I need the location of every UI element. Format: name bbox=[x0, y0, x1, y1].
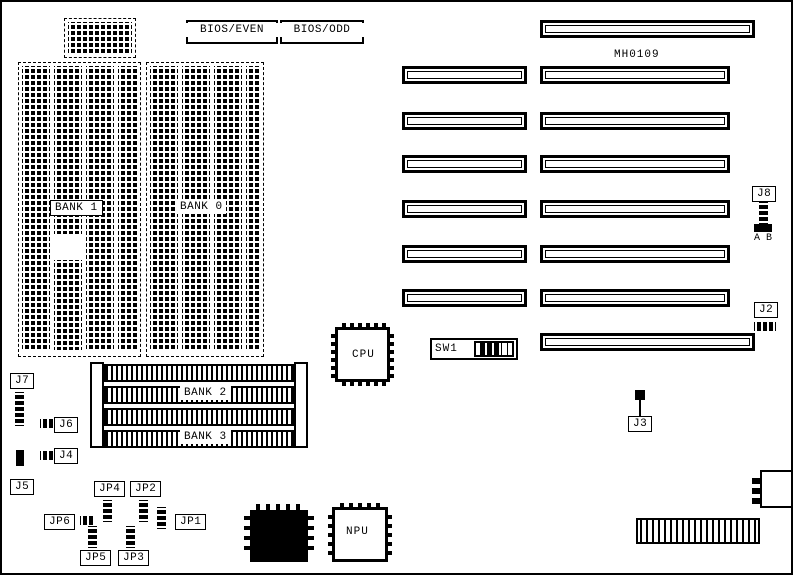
expansion-slot bbox=[540, 333, 755, 351]
jp2-pins[interactable] bbox=[139, 500, 148, 522]
jp3-pins[interactable] bbox=[126, 526, 135, 548]
expansion-slot bbox=[540, 245, 730, 263]
j8-pins[interactable] bbox=[759, 202, 768, 224]
dip-array bbox=[246, 66, 260, 350]
expansion-slot bbox=[540, 66, 730, 84]
jp5-pins[interactable] bbox=[88, 526, 97, 548]
pin-b-label: B bbox=[766, 233, 774, 244]
expansion-slot bbox=[540, 155, 730, 173]
j3-lead bbox=[639, 400, 641, 416]
jp5-label: JP5 bbox=[80, 550, 111, 566]
j6-label: J6 bbox=[54, 417, 78, 433]
dip-array bbox=[118, 66, 138, 350]
keyboard-connector-pin bbox=[752, 478, 761, 484]
cpu-label: CPU bbox=[352, 349, 375, 361]
j2-pins[interactable] bbox=[754, 322, 776, 331]
expansion-slot bbox=[540, 112, 730, 130]
j1-connector[interactable] bbox=[636, 518, 760, 544]
simm-socket-end bbox=[90, 362, 104, 448]
j8-label: J8 bbox=[752, 186, 776, 202]
expansion-slot bbox=[540, 20, 755, 38]
sw1-toggle[interactable] bbox=[501, 342, 508, 356]
sw1-toggle[interactable] bbox=[487, 342, 492, 356]
j7-label: J7 bbox=[10, 373, 34, 389]
npu-label: NPU bbox=[346, 526, 369, 538]
dip-array bbox=[68, 22, 132, 54]
jp6-pins[interactable] bbox=[80, 516, 94, 525]
bank1-label: BANK 1 bbox=[50, 200, 103, 216]
controller-chip bbox=[250, 510, 308, 562]
j3-pins[interactable] bbox=[635, 390, 645, 400]
j5-label: J5 bbox=[10, 479, 34, 495]
dip-array bbox=[150, 66, 178, 350]
simm-socket[interactable] bbox=[104, 408, 294, 426]
jp3-label: JP3 bbox=[118, 550, 149, 566]
j8-marker bbox=[754, 224, 772, 232]
j5-pins[interactable] bbox=[16, 450, 24, 466]
expansion-slot bbox=[402, 155, 527, 173]
j3-label: J3 bbox=[628, 416, 652, 432]
jp1-label: JP1 bbox=[175, 514, 206, 530]
j7-pins[interactable] bbox=[15, 392, 24, 426]
j2-label: J2 bbox=[754, 302, 778, 318]
board-id-text: MH0109 bbox=[614, 49, 660, 61]
controller-chip-pins bbox=[250, 510, 308, 562]
expansion-slot bbox=[402, 200, 527, 218]
simm-socket-end bbox=[294, 362, 308, 448]
expansion-slot bbox=[402, 245, 527, 263]
expansion-slot bbox=[402, 289, 527, 307]
jp4-pins[interactable] bbox=[103, 500, 112, 522]
j4-label: J4 bbox=[54, 448, 78, 464]
expansion-slot bbox=[402, 66, 527, 84]
expansion-slot bbox=[540, 289, 730, 307]
expansion-slot bbox=[402, 112, 527, 130]
bios-even-label: BIOS/EVEN bbox=[186, 23, 278, 37]
sw1-switches[interactable] bbox=[474, 341, 514, 357]
keyboard-connector bbox=[760, 470, 793, 508]
bios-odd-label: BIOS/ODD bbox=[280, 23, 364, 37]
sw1-label: SW1 bbox=[435, 343, 458, 355]
dip-array bbox=[54, 260, 82, 350]
jp2-label: JP2 bbox=[130, 481, 161, 497]
expansion-slot bbox=[540, 200, 730, 218]
jp1-pins[interactable] bbox=[157, 507, 166, 529]
sw1-toggle[interactable] bbox=[494, 342, 499, 356]
dip-array bbox=[22, 66, 50, 350]
keyboard-connector-pin bbox=[752, 488, 761, 494]
j6-pins[interactable] bbox=[40, 419, 54, 428]
keyboard-connector-pin bbox=[752, 498, 761, 504]
jp6-label: JP6 bbox=[44, 514, 75, 530]
bank0-label: BANK 0 bbox=[177, 200, 226, 214]
sw1-toggle[interactable] bbox=[480, 342, 485, 356]
pin-a-label: A bbox=[754, 233, 762, 244]
bank2-label: BANK 2 bbox=[180, 386, 231, 400]
j4-pins[interactable] bbox=[40, 451, 54, 460]
jp4-label: JP4 bbox=[94, 481, 125, 497]
bank3-label: BANK 3 bbox=[180, 430, 231, 444]
simm-socket[interactable] bbox=[104, 364, 294, 382]
